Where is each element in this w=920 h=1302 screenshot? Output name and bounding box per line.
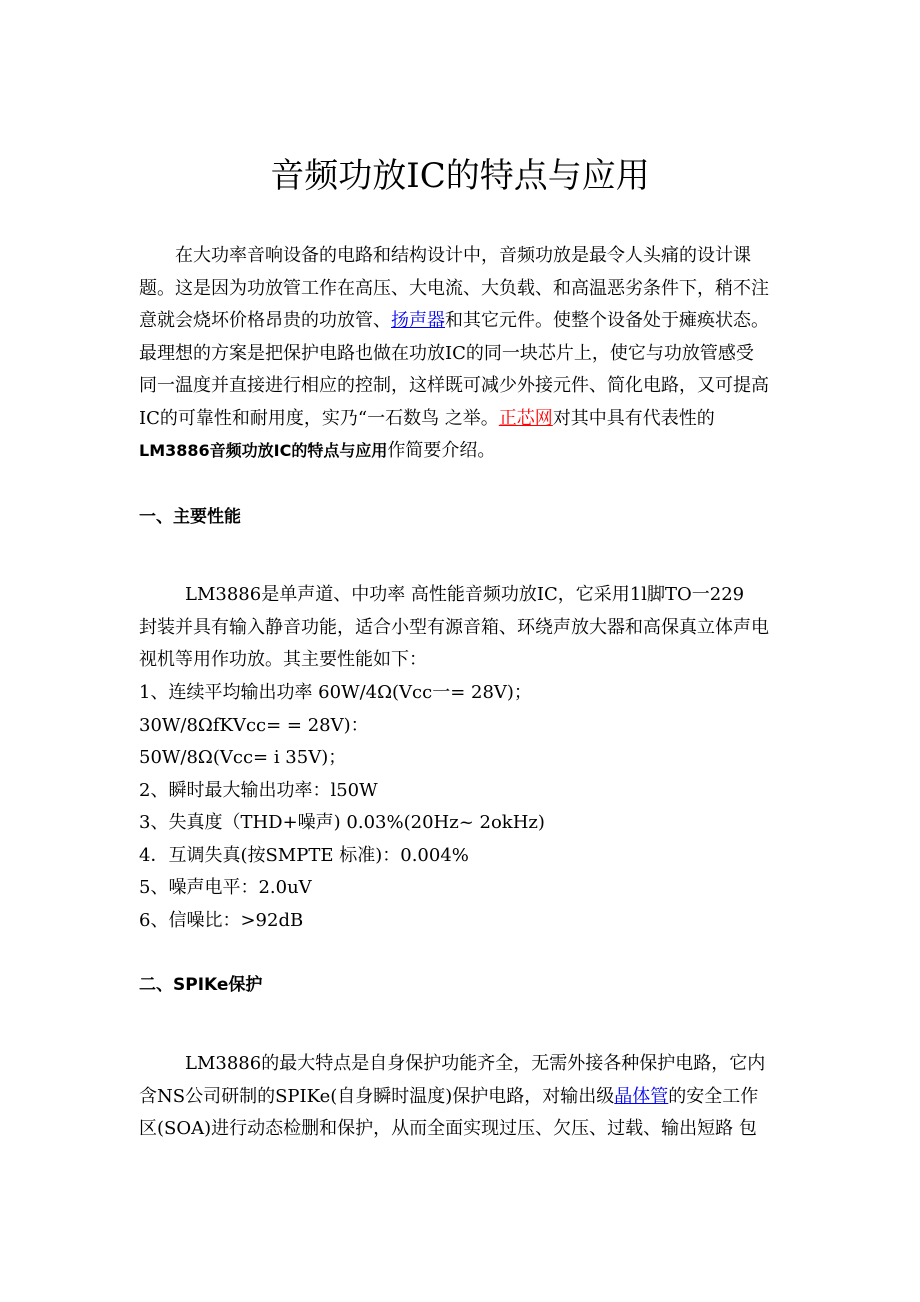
section2-line-2 xyxy=(139,1081,784,1114)
intro-line-6-text-after: 对其中具有代表性的 xyxy=(552,407,715,429)
section2-paragraph xyxy=(139,1048,784,1146)
section1-paragraph xyxy=(139,579,784,677)
spec-item: 3、失真度（THD+噪声) 0.03%(20Hz~ 2okHz) xyxy=(139,812,545,833)
intro-line-1: 在大功率音响设备的电路和结构设计中，音频功放是最令人头痛的设计课 xyxy=(175,245,751,266)
spec-item: 1、连续平均输出功率 60W/4Ω(Vcc一= 28V)； xyxy=(139,682,532,703)
section2-line-3: 区(SOA)进行动态检删和保护，从而全面实现过压、欠压、过载、输出短路 包 xyxy=(139,1118,757,1139)
page-title: 音频功放IC的特点与应用 xyxy=(270,156,650,196)
spec-item: 5、噪声电平：2.0uV xyxy=(139,877,312,898)
section1-line-3: 视机等用作功放。其主要性能如下： xyxy=(139,649,427,670)
transistor-link[interactable]: 晶体管 xyxy=(614,1085,669,1107)
section1-line-2: 封装并具有输入静音功能，适合小型有源音箱、环绕声放大器和高保真立体声电 xyxy=(139,616,769,638)
speaker-link[interactable]: 扬声器 xyxy=(391,310,445,331)
intro-paragraph xyxy=(139,240,784,468)
intro-line-6 xyxy=(139,403,784,436)
section2-line-1: LM3886的最大特点是自身保护功能齐全，无需外接各种保护电路，它内 xyxy=(185,1053,766,1074)
intro-line-3 xyxy=(139,305,784,338)
section1-heading: 一、主要性能 xyxy=(139,507,241,527)
intro-line-3-text: 意就会烧坏价格昂贵的功放管、 xyxy=(139,310,391,331)
intro-line-5: 同一温度并直接进行相应的控制，这样既可减少外接元件、简化电路，又可提高 xyxy=(139,375,769,396)
spec-item: 4．互调失真(按SMPTE 标准)：0.004% xyxy=(139,844,469,866)
spec-item: 6、信噪比：>92dB xyxy=(139,909,304,931)
intro-bold-phrase: LM3886音频功放IC的特点与应用 xyxy=(139,441,388,460)
intro-line-3-text-after: 和其它元件。使整个设备处于瘫痪状态。 xyxy=(445,310,769,331)
section2-heading: 二、SPIKe保护 xyxy=(139,975,263,995)
section2-line-2-text: 含NS公司研制的SPIKe(自身瞬时温度)保护电路，对输出级 xyxy=(139,1085,615,1107)
spec-list xyxy=(139,677,784,937)
intro-line-4: 最理想的方案是把保护电路也做在功放IC的同一块芯片上，使它与功放管感受 xyxy=(139,342,754,364)
section1-line-1: LM3886是单声道、中功率 高性能音频功放IC，它采用1l脚TO一229 xyxy=(185,584,745,605)
site-link[interactable]: 正芯网 xyxy=(498,407,553,429)
intro-line-7-text-after: 作简要介绍。 xyxy=(387,440,496,461)
spec-item: 50W/8Ω(Vcc= i 35V)； xyxy=(139,747,347,768)
spec-item: 2、瞬时最大输出功率：l50W xyxy=(139,779,378,801)
intro-line-6-text: IC的可靠性和耐用度，实乃“一石数鸟 之举。 xyxy=(139,407,499,429)
intro-line-7 xyxy=(139,435,784,468)
intro-line-2: 题。这是因为功放管工作在高压、大电流、大负载、和高温恶劣条件下，稍不注 xyxy=(139,277,769,299)
spec-item: 30W/8ΩfKVcc= = 28V)： xyxy=(139,714,369,736)
section2-line-2-text-after: 的安全工作 xyxy=(668,1085,759,1107)
